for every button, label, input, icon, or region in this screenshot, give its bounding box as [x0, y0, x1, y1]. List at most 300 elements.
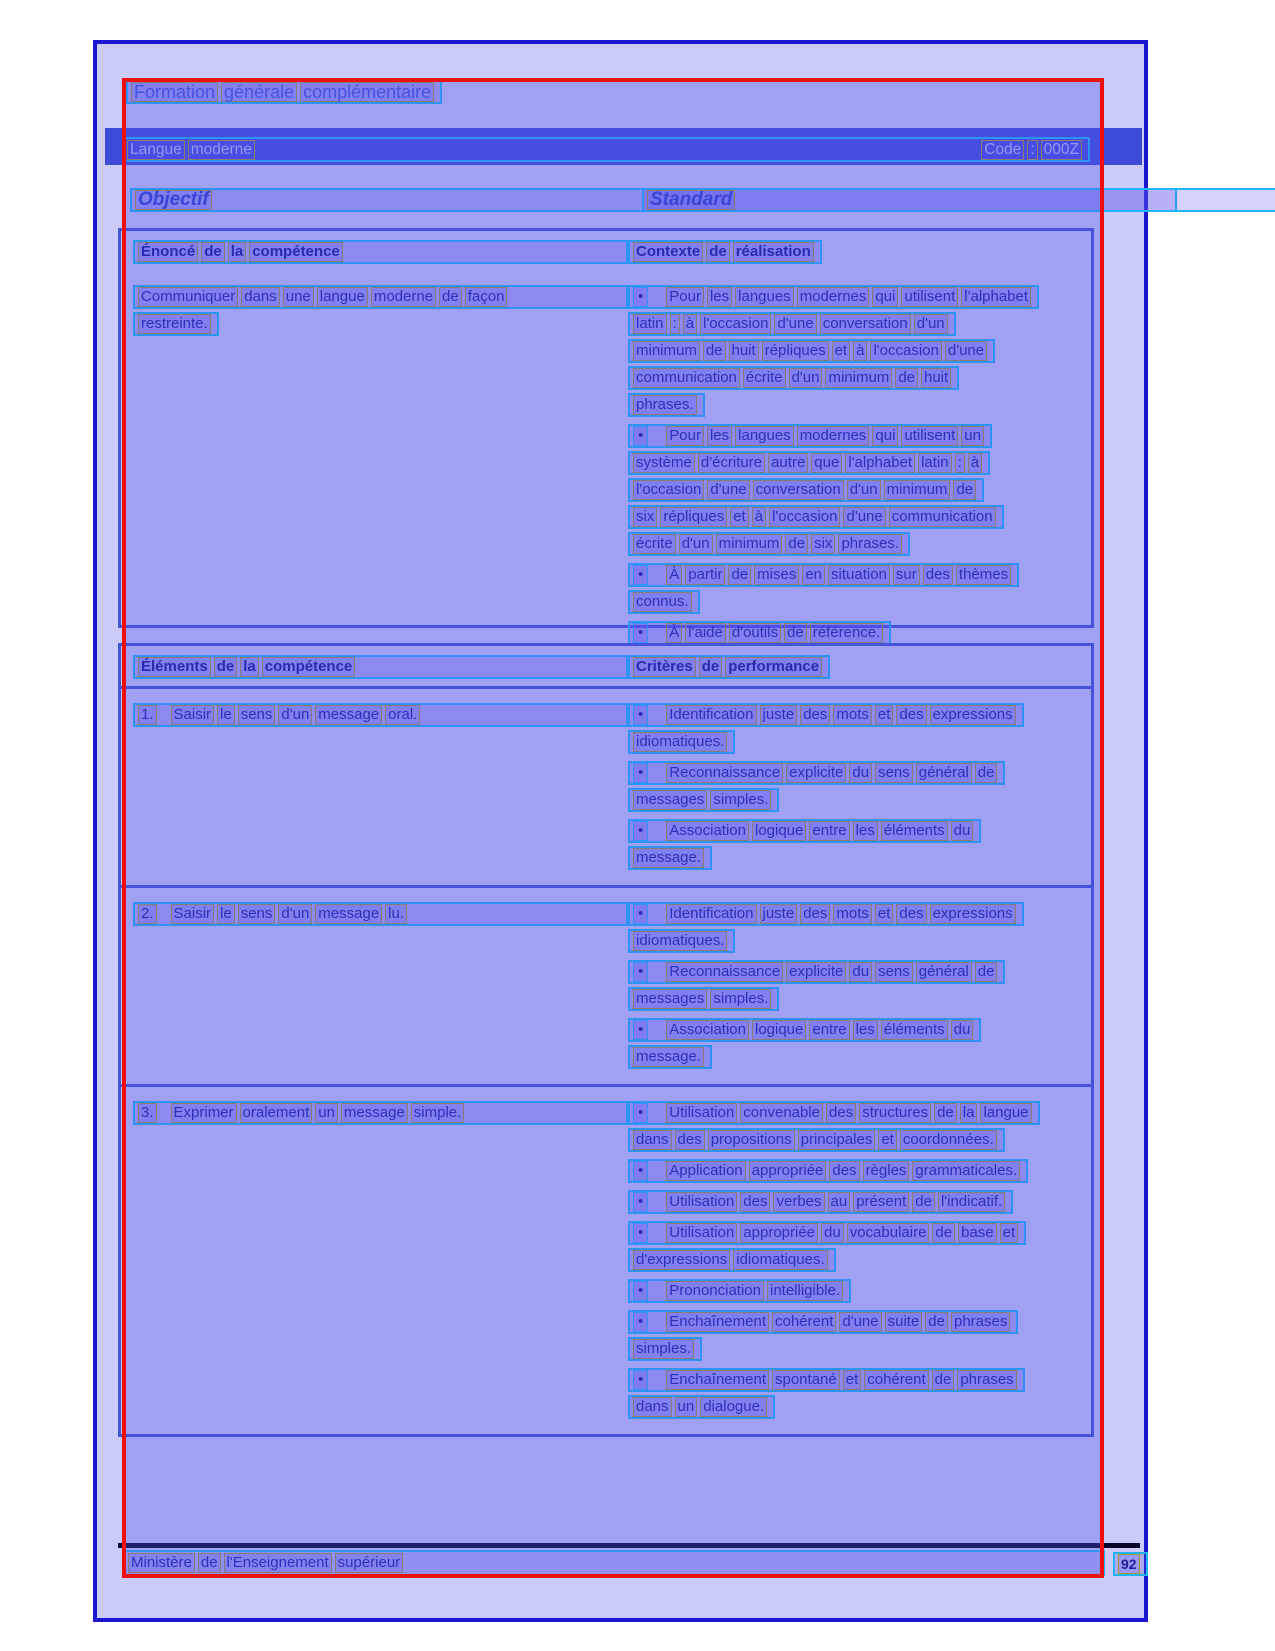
text-line [628, 1018, 981, 1042]
elements-header-text [138, 658, 358, 675]
text-line [628, 1221, 1026, 1245]
text-line-words [666, 288, 1034, 305]
word-box: l'alphabet [845, 453, 915, 473]
word-box: phrases [951, 1312, 1010, 1332]
word-box: Énoncé [138, 242, 198, 262]
text-line-words [666, 1313, 1013, 1330]
word-box: qui [872, 287, 898, 307]
row-bullets [628, 1101, 1079, 1422]
text-line-words [633, 454, 985, 471]
word-box: de [785, 534, 808, 554]
text-line-words [633, 849, 707, 866]
word-box: utilisent [901, 287, 958, 307]
row-bullets [628, 902, 1079, 1072]
contexte-header-text [633, 243, 817, 260]
text-line [628, 424, 992, 448]
word-box: de [912, 1192, 935, 1212]
word-box: 3. [138, 1103, 157, 1123]
word-box: expressions [930, 705, 1016, 725]
text-line-words [633, 593, 695, 610]
word-box: 92 [1118, 1554, 1140, 1574]
word-box: de [439, 287, 462, 307]
text-line [628, 621, 891, 645]
word-box: l'occasion [700, 314, 771, 334]
word-box: message. [633, 1047, 704, 1067]
word-box: générale [221, 82, 297, 102]
text-line-words [666, 1193, 1008, 1210]
bullet-icon: • [633, 623, 648, 643]
enonce-table-header [121, 231, 1091, 271]
word-box: de [706, 242, 730, 262]
word-box: d'un [847, 480, 881, 500]
footer-rule [118, 1543, 1140, 1548]
word-box: logique [752, 1020, 806, 1040]
bullet-icon: • [633, 821, 648, 841]
text-line [133, 285, 628, 309]
word-box: entre [809, 821, 849, 841]
word-box: minimum [825, 368, 892, 388]
word-box: oral. [385, 705, 420, 725]
word-box: À [666, 565, 682, 585]
word-box: d'une [774, 314, 816, 334]
word-box: Critères [633, 657, 696, 677]
bullet-icon: • [633, 904, 648, 924]
word-box: : [955, 453, 965, 473]
word-box: Prononciation [666, 1281, 764, 1301]
word-box: répliques [762, 341, 829, 361]
word-box: verbes [773, 1192, 824, 1212]
bullet-item [628, 819, 1079, 870]
bullet-item [628, 1310, 1079, 1361]
word-box: répliques [660, 507, 727, 527]
bullet-icon: • [633, 763, 648, 783]
text-line-words [666, 566, 1014, 583]
word-box: de [934, 1103, 957, 1123]
word-box: de [953, 480, 976, 500]
word-box: Enchaînement [666, 1312, 769, 1332]
word-box: présent [853, 1192, 909, 1212]
text-line-words [666, 1282, 846, 1299]
bullet-item [628, 1368, 1079, 1419]
word-box: de [703, 341, 726, 361]
text-line [628, 532, 910, 556]
word-box: d'une [707, 480, 749, 500]
ministry-footer [122, 1550, 1105, 1576]
word-box: écrite [743, 368, 786, 388]
word-box: de [198, 1553, 221, 1573]
word-box: phrases. [633, 395, 697, 415]
word-box: Identification [666, 705, 756, 725]
word-box: situation [828, 565, 890, 585]
word-box: Objectif [135, 190, 212, 210]
word-box: et [1000, 1223, 1019, 1243]
word-box: d'une [839, 1312, 881, 1332]
elements-table-header [121, 646, 1091, 689]
word-box: cohérent [864, 1370, 928, 1390]
word-box: idiomatiques. [733, 1250, 827, 1270]
word-box: six [811, 534, 835, 554]
word-box: sens [238, 904, 276, 924]
word-box: oralement [240, 1103, 313, 1123]
word-box: de [895, 368, 918, 388]
word-box: référence. [810, 623, 884, 643]
word-box: réalisation [733, 242, 814, 262]
word-box: d'un [914, 314, 948, 334]
word-box: compétence [262, 657, 356, 677]
word-box: Utilisation [666, 1192, 737, 1212]
text-line-words [633, 1340, 697, 1357]
word-box: de [975, 962, 998, 982]
enonce-table-body [121, 271, 1091, 660]
word-box: écrite [633, 534, 676, 554]
word-box: minimum [884, 480, 951, 500]
text-line-words [666, 1371, 1019, 1388]
bullet-item [628, 285, 1079, 417]
row-left-cell [133, 285, 628, 648]
row-left-cell [133, 902, 628, 1072]
word-box: du [849, 962, 872, 982]
text-line-words [666, 1021, 976, 1038]
standard-heading [642, 188, 1275, 212]
word-box: des [826, 1103, 856, 1123]
text-line [628, 451, 990, 475]
text-line [628, 902, 1024, 926]
word-box: l'indicatif. [938, 1192, 1005, 1212]
text-line-words [633, 508, 999, 525]
text-line-words [666, 822, 976, 839]
word-box: éléments [881, 821, 948, 841]
word-box: de [925, 1312, 948, 1332]
word-box: Saisir [171, 904, 215, 924]
word-box: Association [666, 1020, 749, 1040]
word-box: Pour [666, 287, 704, 307]
text-line [628, 339, 995, 363]
header-bar [105, 128, 1142, 165]
word-box: communication [889, 507, 996, 527]
word-box: l'occasion [633, 480, 704, 500]
word-box: les [853, 821, 878, 841]
word-box: lu. [385, 904, 407, 924]
word-box: Communiquer [138, 287, 238, 307]
word-box: du [849, 763, 872, 783]
text-line-words [138, 315, 214, 332]
word-box: des [896, 904, 926, 924]
text-line-words [633, 1131, 1000, 1148]
word-box: 000Z [1041, 140, 1082, 160]
text-line-words [666, 624, 886, 641]
table-row [121, 1084, 1091, 1434]
word-box: des [800, 904, 830, 924]
word-box: communication [633, 368, 740, 388]
criteres-header-text [633, 658, 825, 675]
text-line-words [666, 1162, 1023, 1179]
text-line [628, 1368, 1025, 1392]
word-box: structures [859, 1103, 931, 1123]
word-box: Code [981, 140, 1024, 160]
word-box: et [730, 507, 749, 527]
row-bullets [628, 285, 1079, 648]
enonce-header-text [138, 243, 346, 260]
word-box: langue [980, 1103, 1031, 1123]
text-line [628, 1248, 836, 1272]
row-bullets [628, 703, 1079, 873]
bullet-item [628, 424, 1079, 556]
bullet-icon: • [633, 705, 648, 725]
elements-table-body [121, 689, 1091, 1434]
word-box: huit [921, 368, 951, 388]
word-box: mots [833, 705, 872, 725]
word-box: explicite [786, 962, 846, 982]
word-box: Utilisation [666, 1223, 737, 1243]
word-box: d'une [945, 341, 987, 361]
word-box: conversation [753, 480, 844, 500]
word-box: moderne [188, 140, 255, 160]
text-line [628, 846, 712, 870]
word-box: une [283, 287, 314, 307]
word-box: du [821, 1223, 844, 1243]
word-box: Formation [131, 82, 218, 102]
document-page [93, 40, 1148, 1622]
word-box: mots [833, 904, 872, 924]
word-box: modernes [797, 426, 870, 446]
word-box: : [1027, 140, 1037, 160]
text-line-words [633, 1398, 770, 1415]
standard-heading-text [647, 189, 738, 210]
word-box: la [228, 242, 247, 262]
ministry-footer-text [128, 1554, 406, 1571]
word-box: de [214, 657, 238, 677]
bullet-icon: • [633, 287, 648, 307]
text-line-words [138, 1104, 467, 1121]
word-box: dans [241, 287, 280, 307]
bullet-icon: • [633, 1192, 648, 1212]
bullet-icon: • [633, 1370, 648, 1390]
word-box: d'une [843, 507, 885, 527]
text-line [628, 819, 981, 843]
word-box: à [683, 314, 697, 334]
word-box: message. [633, 848, 704, 868]
word-box: des [896, 705, 926, 725]
text-line-words [633, 535, 905, 552]
text-line [628, 563, 1019, 587]
word-box: Pour [666, 426, 704, 446]
word-box: la [240, 657, 259, 677]
word-box: du [951, 1020, 974, 1040]
word-box: appropriée [740, 1223, 818, 1243]
word-box: l'aide [685, 623, 726, 643]
word-box: minimum [633, 341, 700, 361]
text-line-words [633, 342, 990, 359]
word-box: moderne [371, 287, 436, 307]
word-box: Association [666, 821, 749, 841]
word-box: sens [875, 962, 913, 982]
word-box: idiomatiques. [633, 732, 727, 752]
bullet-icon: • [633, 1161, 648, 1181]
word-box: explicite [786, 763, 846, 783]
page-number-text [1118, 1556, 1143, 1572]
word-box: latin [918, 453, 952, 473]
word-box: Saisir [171, 705, 215, 725]
word-box: cohérent [772, 1312, 836, 1332]
word-box: la [960, 1103, 978, 1123]
text-line [628, 1159, 1028, 1183]
word-box: éléments [881, 1020, 948, 1040]
word-box: modernes [797, 287, 870, 307]
table-header-cell [628, 655, 830, 679]
word-box: façon [465, 287, 508, 307]
word-box: huit [729, 341, 759, 361]
text-line-words [666, 963, 1000, 980]
word-box: de [784, 623, 807, 643]
row-left-cell [133, 703, 628, 873]
text-line-words [666, 427, 987, 444]
bullet-item [628, 703, 1079, 754]
word-box: de [201, 242, 225, 262]
text-line [628, 761, 1005, 785]
bullet-icon: • [633, 1312, 648, 1332]
document-title-text [131, 82, 437, 102]
word-box: vocabulaire [847, 1223, 930, 1243]
word-box: langues [735, 426, 794, 446]
word-box: de [728, 565, 751, 585]
text-line [628, 1337, 702, 1361]
word-box: message [315, 904, 382, 924]
bullet-item [628, 621, 1079, 645]
text-line-words [666, 905, 1018, 922]
text-line-words [666, 1224, 1021, 1241]
table-header-cell [628, 240, 822, 264]
word-box: Ministère [128, 1553, 195, 1573]
word-box: à [752, 507, 766, 527]
bullet-item [628, 1018, 1079, 1069]
word-box: message [341, 1103, 408, 1123]
word-box: à [968, 453, 982, 473]
text-line-words [633, 1048, 707, 1065]
text-line [628, 505, 1004, 529]
word-box: règles [863, 1161, 910, 1181]
word-box: sens [875, 763, 913, 783]
word-box: messages [633, 989, 707, 1009]
word-box: phrases [957, 1370, 1016, 1390]
word-box: minimum [716, 534, 783, 554]
text-line [628, 987, 779, 1011]
word-box: mises [754, 565, 799, 585]
word-box: dialogue. [700, 1397, 767, 1417]
word-box: en [802, 565, 825, 585]
table-row [121, 271, 1091, 660]
text-line [628, 960, 1005, 984]
word-box: Identification [666, 904, 756, 924]
table-row [121, 689, 1091, 885]
word-box: général [916, 763, 972, 783]
bullet-item [628, 761, 1079, 812]
page-number [1113, 1552, 1148, 1576]
word-box: simples. [633, 1339, 694, 1359]
text-line-words [633, 791, 774, 808]
word-box: Contexte [633, 242, 703, 262]
text-line [133, 902, 628, 926]
text-line-words [666, 1104, 1034, 1121]
word-box: appropriée [749, 1161, 827, 1181]
word-box: latin [633, 314, 667, 334]
word-box: simples. [710, 790, 771, 810]
word-box: intelligible. [767, 1281, 843, 1301]
bullet-item [628, 960, 1079, 1011]
word-box: Standard [647, 190, 735, 210]
word-box: les [707, 287, 732, 307]
word-box: d'outils [729, 623, 781, 643]
text-line [628, 1395, 775, 1419]
word-box: l'Enseignement [224, 1553, 332, 1573]
word-box: d'un [679, 534, 713, 554]
word-box: sur [893, 565, 920, 585]
word-box: compétence [249, 242, 343, 262]
word-box: thèmes [956, 565, 1011, 585]
word-box: conversation [820, 314, 911, 334]
text-line-words [633, 1251, 831, 1268]
word-box: au [828, 1192, 851, 1212]
word-box: connus. [633, 592, 692, 612]
word-box: Exprimer [171, 1103, 237, 1123]
word-box: messages [633, 790, 707, 810]
text-line [628, 788, 779, 812]
word-box: à [853, 341, 867, 361]
bullet-item [628, 1101, 1079, 1152]
text-line-words [633, 932, 730, 949]
text-line-words [666, 764, 1000, 781]
row-left-cell [133, 1101, 628, 1422]
bullet-icon: • [633, 1103, 648, 1123]
objectif-heading-text [135, 189, 215, 210]
text-line [628, 1045, 712, 1069]
word-box: dans [633, 1397, 672, 1417]
word-box: langue [317, 287, 368, 307]
word-box: de [975, 763, 998, 783]
word-box: et [843, 1370, 862, 1390]
word-box: partir [685, 565, 725, 585]
text-line-words [138, 288, 510, 305]
word-box: qui [872, 426, 898, 446]
word-box: du [951, 821, 974, 841]
word-box: d'un [278, 705, 312, 725]
word-box: Enchaînement [666, 1370, 769, 1390]
word-box: l'alphabet [961, 287, 1031, 307]
text-line-words [633, 481, 979, 498]
word-box: message [315, 705, 382, 725]
bullet-item [628, 1190, 1079, 1214]
word-box: et [878, 1130, 897, 1150]
word-box: propositions [708, 1130, 795, 1150]
text-line [628, 590, 700, 614]
word-box: d'un [789, 368, 823, 388]
word-box: système [633, 453, 695, 473]
table-header-cell [133, 655, 628, 679]
text-line [628, 312, 956, 336]
text-line-words [633, 733, 730, 750]
course-code [981, 139, 1085, 160]
elements-table [118, 643, 1094, 1437]
word-box: six [633, 507, 657, 527]
bullet-item [628, 1279, 1079, 1303]
word-box: coordonnées. [900, 1130, 997, 1150]
word-box: supérieur [335, 1553, 404, 1573]
word-box: Reconnaissance [666, 763, 783, 783]
text-line [133, 312, 219, 336]
text-line [628, 730, 735, 754]
word-box: les [853, 1020, 878, 1040]
text-line [628, 1279, 851, 1303]
word-box: un [961, 426, 984, 446]
